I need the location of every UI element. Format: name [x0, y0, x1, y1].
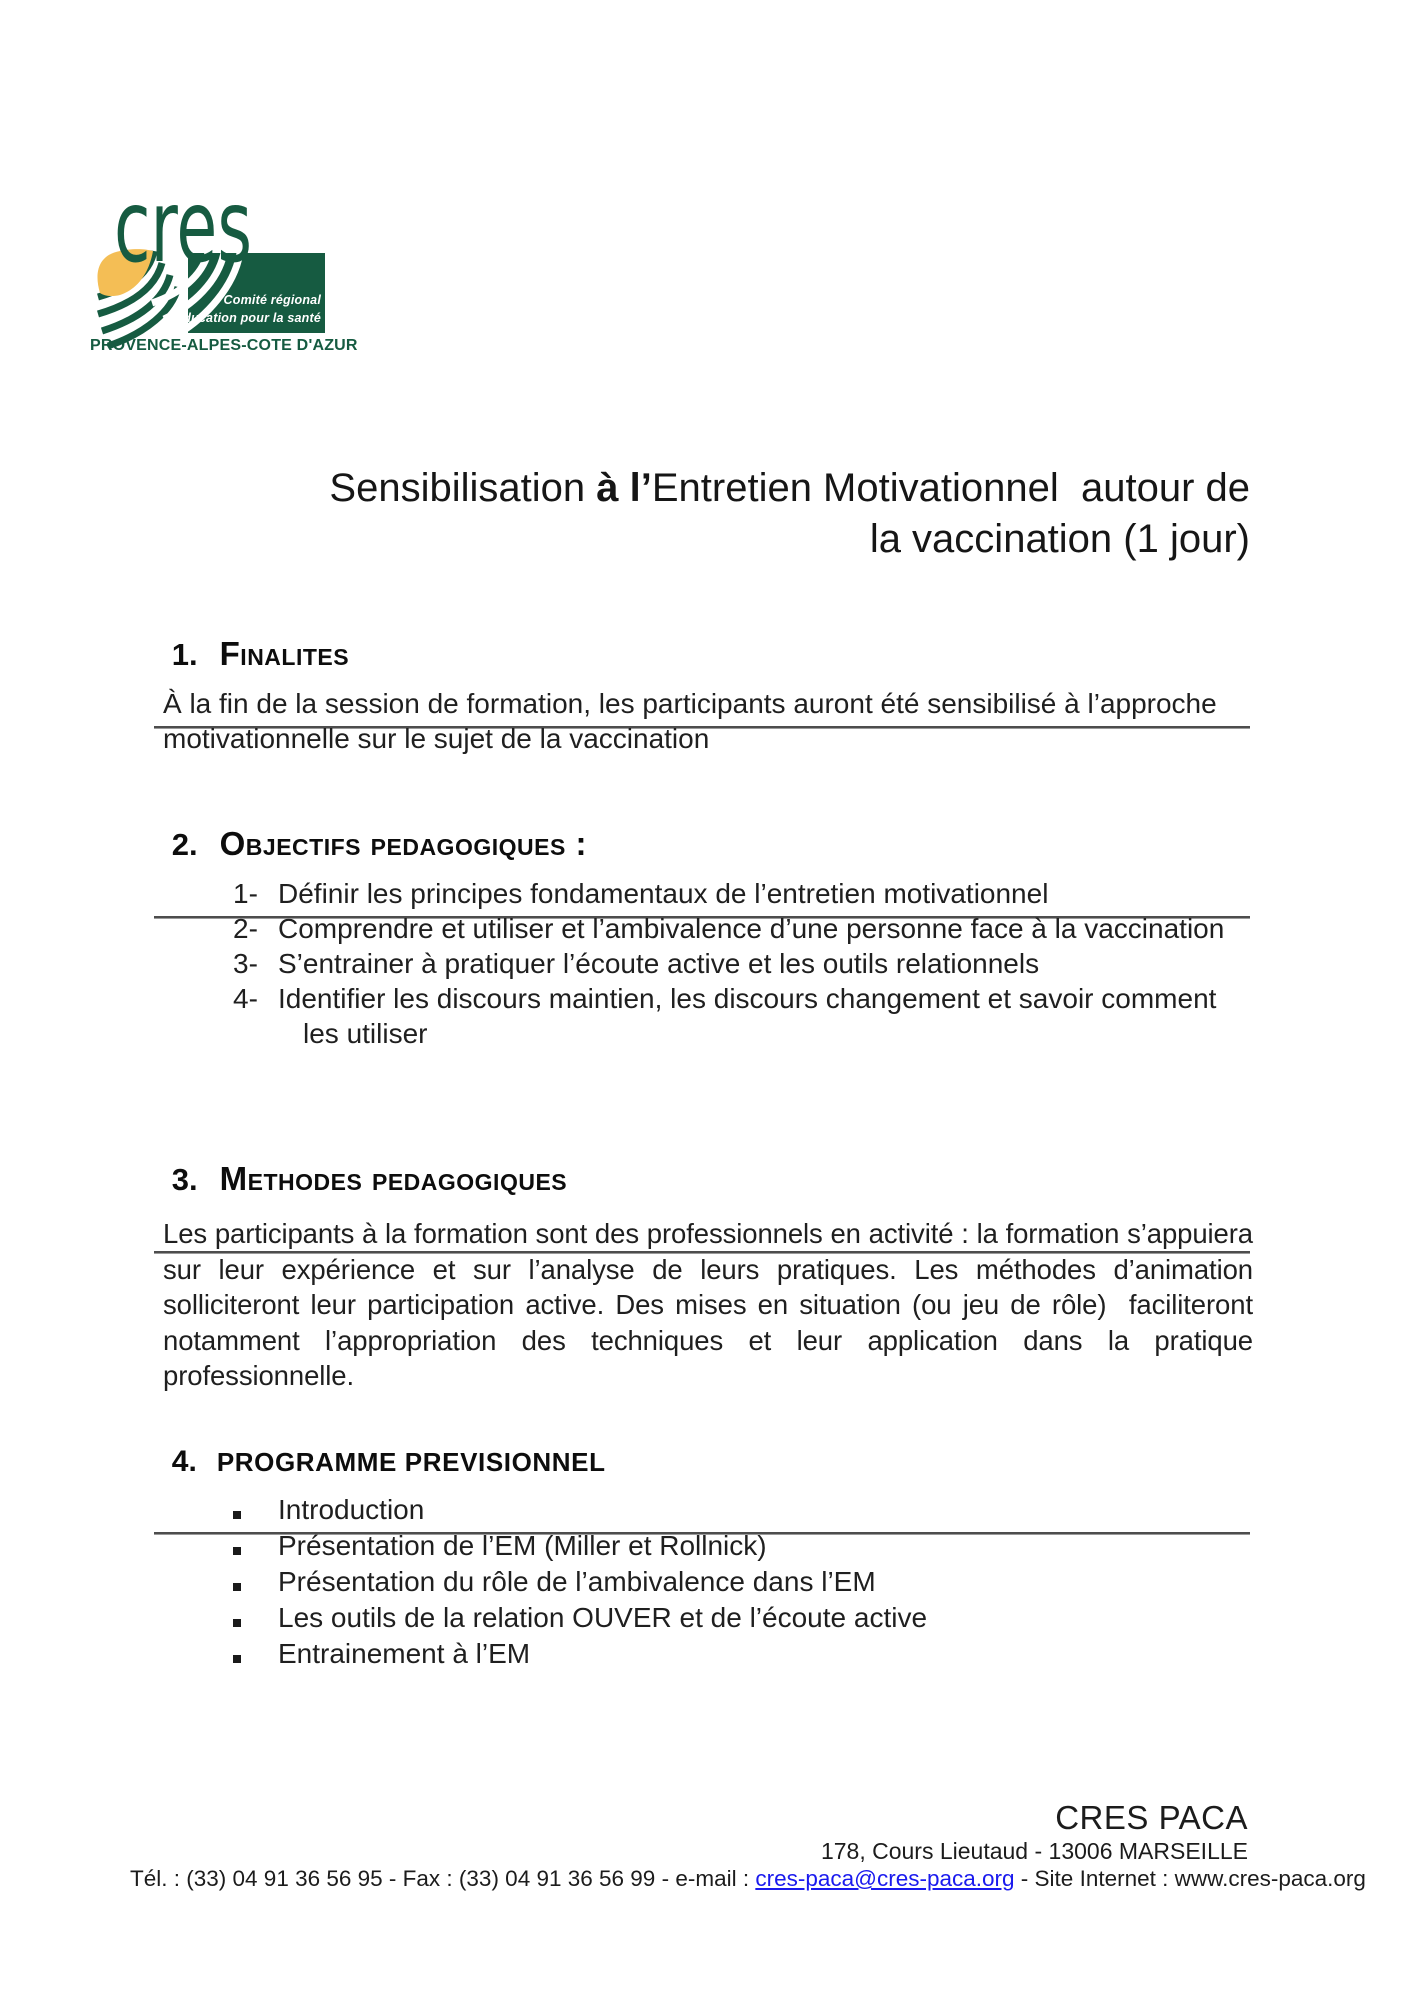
list-item-text: Présentation du rôle de l’ambivalence dans l’EM — [278, 1566, 876, 1597]
section-1-body: À la fin de la session de formation, les participants auront été sensibilisé à l’approche motivationnelle sur le sujet de la vaccination — [163, 688, 1225, 754]
list-item-text: Les outils de la relation OUVER et de l’écoute active — [278, 1602, 928, 1633]
page-title — [100, 463, 1250, 565]
section-2-label: Objectifs pedagogiques : — [219, 825, 587, 862]
section-3-label: Methodes pedagogiques — [219, 1160, 568, 1197]
list-item-text: Introduction — [278, 1494, 425, 1525]
program-list — [233, 1492, 1252, 1672]
bullet-icon — [233, 1528, 278, 1564]
list-marker: 1- — [233, 878, 258, 909]
logo-tagline-line2: d'éducation pour la santé — [165, 310, 321, 325]
logo-tagline-line1: Comité régional — [223, 293, 321, 307]
list-item-text: Entrainement à l’EM — [278, 1638, 531, 1669]
page-title-line1 — [100, 463, 1250, 514]
section-4-label: PROGRAMME PREVISIONNEL — [216, 1447, 606, 1477]
section-2-number: 2. — [171, 827, 198, 862]
section-3-body: Les participants à la formation sont des professionnels en activité : la formation s’appuiera sur leur expérience et sur l’analyse de leurs pratiques. Les méthodes d’animation solliciteront leur participation active. Des mises en situation (ou jeu de rôle) faciliteront notamment l’appropriation des techniques et leur application dans la pratique professionnelle. — [163, 1218, 1261, 1391]
logo-region-name: PROVENCE-ALPES-COTE D'AZUR — [90, 337, 358, 354]
title-part2-bold: à l’ — [596, 466, 652, 510]
list-item-text: Présentation de l’EM (Miller et Rollnick) — [278, 1530, 767, 1561]
bullet-icon — [233, 1492, 278, 1528]
cres-wordmark: cres — [114, 168, 252, 285]
footer-org-name: CRES PACA — [1055, 1799, 1248, 1836]
list-item — [233, 1636, 1252, 1672]
list-marker: 2- — [233, 913, 258, 944]
logo-tagline — [165, 292, 321, 327]
list-item-text: Comprendre et utiliser et l’ambivalence d’une personne face à la vaccination — [278, 913, 1225, 944]
footer-contact-prefix: Tél. : (33) 04 91 36 56 95 - Fax : (33) 04 91 36 56 99 - e-mail : — [130, 1866, 756, 1891]
list-item — [233, 1528, 1252, 1564]
list-item — [233, 911, 1252, 946]
list-item — [233, 1564, 1252, 1600]
title-part3: Entretien Motivationnel autour de — [651, 466, 1250, 510]
objectives-list — [233, 876, 1252, 1051]
list-item — [233, 946, 1252, 981]
footer-address: 178, Cours Lieutaud - 13006 MARSEILLE — [820, 1838, 1248, 1864]
list-marker: 4- — [233, 983, 258, 1014]
section-3-number: 3. — [171, 1162, 198, 1197]
list-item — [233, 1600, 1252, 1636]
footer-contact-line — [130, 1865, 1366, 1892]
list-marker: 3- — [233, 948, 258, 979]
section-4-number: 4. — [171, 1445, 197, 1478]
list-item-text: S’entrainer à pratiquer l’écoute active et les outils relationnels — [278, 948, 1040, 979]
bullet-icon — [233, 1600, 278, 1636]
email-link[interactable]: cres-paca@cres-paca.org — [755, 1866, 1015, 1891]
bullet-icon — [233, 1636, 278, 1672]
cres-logo — [90, 145, 358, 357]
list-item — [233, 1492, 1252, 1528]
section-1-number: 1. — [171, 637, 198, 672]
section-1-label: Finalites — [219, 635, 350, 672]
list-item-text: Identifier les discours maintien, les discours changement et savoir comment les utiliser — [278, 983, 1225, 1049]
list-item-text: Définir les principes fondamentaux de l’entretien motivationnel — [278, 878, 1049, 909]
footer — [130, 1797, 1366, 1892]
list-item — [233, 981, 1252, 1051]
list-item — [233, 876, 1252, 911]
page-title-line2: la vaccination (1 jour) — [869, 517, 1250, 561]
title-part1: Sensibilisation — [329, 466, 597, 510]
bullet-icon — [233, 1564, 278, 1600]
footer-contact-suffix: - Site Internet : www.cres-paca.org — [1014, 1866, 1366, 1891]
